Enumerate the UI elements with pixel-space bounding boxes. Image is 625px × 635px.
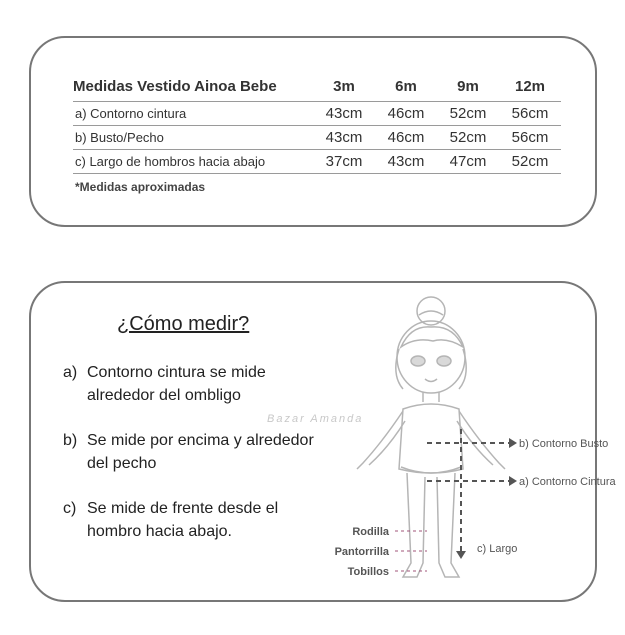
step-letter: b): [63, 432, 78, 449]
table-cell: 52cm: [499, 150, 561, 174]
size-header: 9m: [457, 78, 479, 95]
right-arm: [457, 411, 505, 469]
watermark: Bazar Amanda: [267, 413, 364, 425]
left-arm: [357, 411, 405, 469]
size-header: 12m: [514, 78, 546, 95]
bust-arrow-icon: [509, 438, 517, 448]
mouth: [425, 379, 437, 382]
size-header: 6m: [395, 78, 417, 95]
ankle-label: Tobillos: [347, 566, 389, 578]
length-arrow-icon: [456, 551, 466, 559]
how-to-measure-title: ¿Cómo medir?: [117, 313, 250, 335]
table-row: [73, 102, 561, 126]
table-cell: 56cm: [499, 126, 561, 150]
waist-label: a) Contorno Cintura: [519, 476, 616, 488]
row-label: b) Busto/Pecho: [73, 126, 313, 150]
step-item: [63, 361, 323, 407]
measure-steps: [63, 361, 323, 565]
table-cell: 52cm: [437, 126, 499, 150]
approximate-note: *Medidas aproximadas: [75, 180, 206, 194]
measure-guides: [427, 429, 509, 551]
hair-bun-detail: [419, 311, 443, 315]
step-text: Se mide por encima y alrededor del pecho: [87, 432, 314, 472]
child-figure-illustration: [331, 289, 616, 601]
step-item: [63, 429, 323, 475]
left-leg: [403, 473, 425, 577]
hair-sides: [396, 349, 466, 389]
table-cell: 52cm: [437, 102, 499, 126]
table-title: Medidas Vestido Ainoa Bebe: [73, 78, 277, 95]
step-text: Contorno cintura se mide alrededor del ombligo: [87, 364, 266, 404]
waist-arrow-icon: [509, 476, 517, 486]
row-label: a) Contorno cintura: [73, 102, 313, 126]
table-cell: 37cm: [313, 150, 375, 174]
size-table-header: [73, 78, 561, 102]
table-row: [73, 126, 561, 150]
table-cell: 46cm: [375, 126, 437, 150]
step-item: [63, 497, 323, 543]
calf-label: Pantorrilla: [334, 546, 389, 558]
step-text: Se mide de frente desde el hombro hacia abajo.: [87, 500, 279, 540]
torso: [399, 404, 463, 473]
size-table-card: [29, 36, 597, 227]
guide-arrowheads: [456, 438, 517, 559]
step-letter: a): [63, 364, 78, 381]
right-eye: [437, 356, 451, 366]
knee-label: Rodilla: [352, 526, 389, 538]
size-header: 3m: [333, 78, 355, 95]
bust-label: b) Contorno Busto: [519, 438, 609, 450]
table-cell: 43cm: [313, 126, 375, 150]
how-to-measure-card: [29, 281, 616, 602]
table-cell: 56cm: [499, 102, 561, 126]
left-eye: [411, 356, 425, 366]
step-letter: c): [63, 500, 77, 517]
size-table: [73, 78, 561, 174]
table-cell: 47cm: [437, 150, 499, 174]
table-row: [73, 150, 561, 174]
length-label: c) Largo: [477, 543, 518, 555]
table-cell: 43cm: [375, 150, 437, 174]
underwear-line: [401, 467, 461, 473]
table-cell: 46cm: [375, 102, 437, 126]
row-label: c) Largo de hombros hacia abajo: [73, 150, 313, 174]
table-cell: 43cm: [313, 102, 375, 126]
right-leg: [437, 473, 459, 577]
